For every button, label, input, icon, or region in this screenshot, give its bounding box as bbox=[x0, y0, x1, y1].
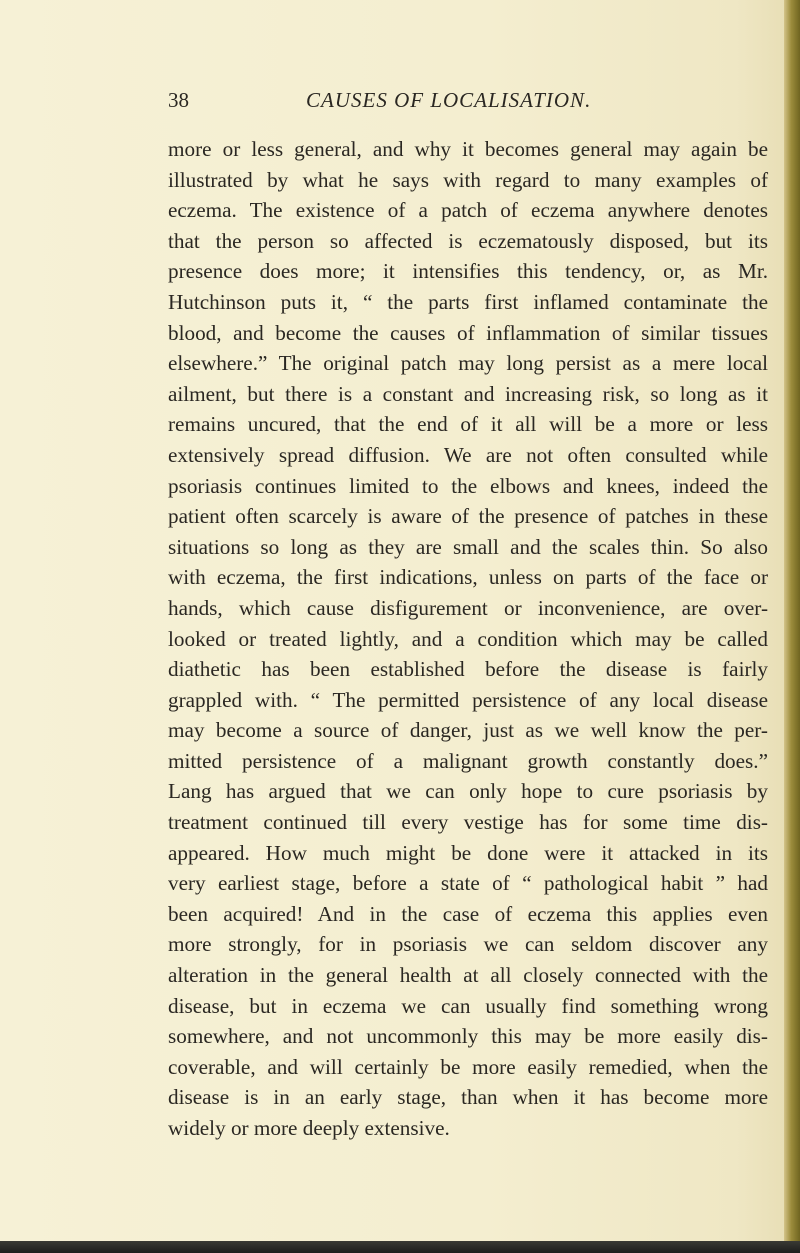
text-line: very earliest stage, before a state of “ pathological habit ” had bbox=[168, 871, 768, 896]
text-line: situations so long as they are small and the scales thin. So also bbox=[168, 534, 768, 559]
text-line: widely or more deeply extensive. bbox=[168, 1116, 450, 1140]
body-paragraph bbox=[168, 134, 768, 1144]
text-line: hands, which cause disfigurement or inconvenience, are over- bbox=[168, 595, 768, 620]
text-line: coverable, and will certainly be more easily remedied, when the bbox=[168, 1054, 768, 1079]
text-line: more strongly, for in psoriasis we can seldom discover any bbox=[168, 932, 768, 957]
text-line: grappled with. “ The permitted persistence of any local disease bbox=[168, 687, 768, 712]
text-line: illustrated by what he says with regard to many examples of bbox=[168, 167, 768, 192]
text-line: Lang has argued that we can only hope to cure psoriasis by bbox=[168, 779, 768, 804]
text-line: eczema. The existence of a patch of eczema anywhere denotes bbox=[168, 198, 768, 223]
text-line: blood, and become the causes of inflammation of similar tissues bbox=[168, 320, 768, 345]
text-line: that the person so affected is eczematously disposed, but its bbox=[168, 228, 768, 253]
text-line: disease is in an early stage, than when it has become more bbox=[168, 1085, 768, 1110]
text-line: elsewhere.” The original patch may long persist as a mere local bbox=[168, 351, 768, 376]
text-line: mitted persistence of a malignant growth constantly does.” bbox=[168, 748, 768, 773]
text-line: extensively spread diffusion. We are not often consulted while bbox=[168, 442, 768, 467]
page-bottom-shadow bbox=[0, 1241, 800, 1253]
text-line: treatment continued till every vestige has for some time dis- bbox=[168, 810, 768, 835]
text-line: looked or treated lightly, and a condition which may be called bbox=[168, 626, 768, 651]
text-line: with eczema, the first indications, unless on parts of the face or bbox=[168, 565, 768, 590]
text-line: appeared. How much might be done were it attacked in its bbox=[168, 840, 768, 865]
text-line: alteration in the general health at all closely connected with the bbox=[168, 963, 768, 988]
page-header bbox=[168, 88, 768, 122]
text-line: presence does more; it intensifies this tendency, or, as Mr. bbox=[168, 259, 768, 284]
text-line: disease, but in eczema we can usually find something wrong bbox=[168, 993, 768, 1018]
text-line: diathetic has been established before the disease is fairly bbox=[168, 657, 768, 682]
page-edge bbox=[784, 0, 800, 1253]
text-line: somewhere, and not uncommonly this may be more easily dis- bbox=[168, 1024, 768, 1049]
text-line: patient often scarcely is aware of the presence of patches in these bbox=[168, 504, 768, 529]
page-number: 38 bbox=[168, 88, 189, 112]
text-line: been acquired! And in the case of eczema this applies even bbox=[168, 901, 768, 926]
text-line: ailment, but there is a constant and increasing risk, so long as it bbox=[168, 381, 768, 406]
text-line: more or less general, and why it becomes general may again be bbox=[168, 137, 768, 161]
text-line: remains uncured, that the end of it all will be a more or less bbox=[168, 412, 768, 437]
text-line: may become a source of danger, just as we well know the per- bbox=[168, 718, 768, 743]
text-line: psoriasis continues limited to the elbows and knees, indeed the bbox=[168, 473, 768, 498]
text-line: Hutchinson puts it, “ the parts first inflamed contaminate the bbox=[168, 289, 768, 314]
running-title: CAUSES OF LOCALISATION. bbox=[306, 88, 592, 112]
